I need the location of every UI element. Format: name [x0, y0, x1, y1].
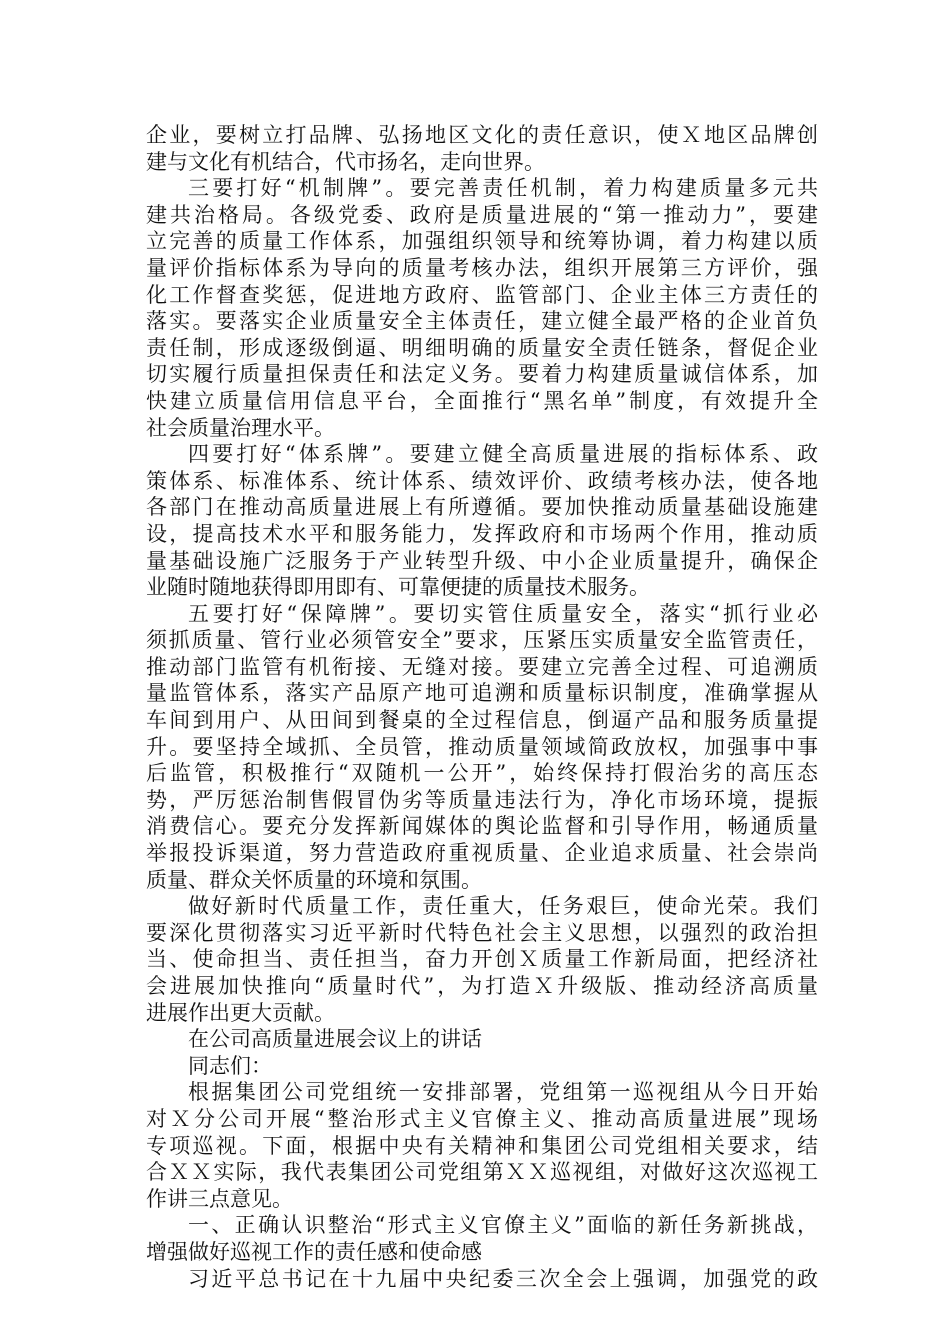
text-line: 势，严厉惩治制售假冒伪劣等质量违法行为，净化市场环境，提振 — [146, 787, 818, 812]
text-line: 建共治格局。各级党委、政府是质量进展的“第一推动力”，要建 — [146, 202, 818, 227]
text-line: 当、使命担当、责任担当，奋力开创Ｘ质量工作新局面，把经济社 — [146, 947, 818, 972]
text-line: 量基础设施广泛服务于产业转型升级、中小企业质量提升，确保企 — [146, 548, 818, 573]
text-line: 切实履行质量担保责任和法定义务。要着力构建质量诚信体系，加 — [146, 362, 818, 387]
text-line: 增强做好巡视工作的责任感和使命感 — [146, 1239, 482, 1264]
text-line: 设，提高技术水平和服务能力，发挥政府和市场两个作用，推动质 — [146, 521, 818, 546]
text-line: 量评价指标体系为导向的质量考核办法，组织开展第三方评价，强 — [146, 255, 818, 280]
text-line: 合ＸＸ实际，我代表集团公司党组第ＸＸ巡视组，对做好这次巡视工 — [146, 1160, 818, 1185]
text-line: 责任制，形成逐级倒逼、明细明确的质量安全责任链条，督促企业 — [146, 335, 818, 360]
text-line: 企业，要树立打品牌、弘扬地区文化的责任意识，使Ｘ地区品牌创 — [146, 123, 818, 147]
text-line: 五要打好“保障牌”。要切实管住质量安全，落实“抓行业必 — [188, 601, 818, 626]
text-line: 社会质量治理水平。 — [146, 415, 335, 440]
document-body — [146, 122, 818, 1292]
text-line: 升。要坚持全域抓、全员管，推动质量领域简政放权，加强事中事 — [146, 734, 818, 759]
text-line: 对Ｘ分公司开展“整治形式主义官僚主义、推动高质量进展”现场 — [146, 1106, 818, 1131]
text-line: 专项巡视。下面，根据中央有关精神和集团公司党组相关要求，结 — [146, 1133, 818, 1158]
text-line: 会进展加快推向“质量时代”，为打造Ｘ升级版、推动经济高质量 — [146, 974, 818, 998]
text-line: 一、正确认识整治“形式主义官僚主义”面临的新任务新挑战， — [188, 1213, 818, 1238]
text-line: 后监管，积极推行“双随机一公开”，始终保持打假治劣的高压态 — [146, 761, 818, 786]
text-line: 做好新时代质量工作，责任重大，任务艰巨，使命光荣。我们 — [188, 894, 818, 919]
text-line: 快建立质量信用信息平台，全面推行“黑名单”制度，有效提升全 — [146, 388, 818, 413]
text-line: 要深化贯彻落实习近平新时代特色社会主义思想，以强烈的政治担 — [146, 920, 818, 945]
text-line: 建与文化有机结合，代市扬名，走向世界。 — [146, 149, 545, 174]
text-line: 业随时随地获得即用即有、可靠便捷的质量技术服务。 — [146, 575, 650, 600]
text-line: 举报投诉渠道，努力营造政府重视质量、企业追求质量、社会崇尚 — [146, 841, 818, 866]
text-line: 消费信心。要充分发挥新闻媒体的舆论监督和引导作用，畅通质量 — [146, 814, 818, 839]
text-line: 质量、群众关怀质量的环境和氛围。 — [146, 867, 482, 892]
text-line: 须抓质量、管行业必须管安全”要求，压紧压实质量安全监管责任， — [146, 628, 818, 653]
text-line: 化工作督查奖惩，促进地方政府、监管部门、企业主体三方责任的 — [146, 282, 818, 307]
text-line: 立完善的质量工作体系，加强组织领导和统筹协调，着力构建以质 — [146, 229, 818, 254]
text-line: 根据集团公司党组统一安排部署，党组第一巡视组从今日开始 — [188, 1080, 818, 1105]
text-line: 各部门在推动高质量进展上有所遵循。要加快推动质量基础设施建 — [146, 495, 818, 520]
text-line: 习近平总书记在十九届中央纪委三次全会上强调，加强党的政 — [188, 1266, 818, 1291]
text-line: 落实。要落实企业质量安全主体责任，建立健全最严格的企业首负 — [146, 309, 818, 334]
text-line: 同志们： — [188, 1053, 272, 1078]
text-line: 作讲三点意见。 — [146, 1186, 293, 1211]
text-line: 量监管体系，落实产品原产地可追溯和质量标识制度，准确掌握从 — [146, 681, 818, 706]
text-line: 推动部门监管有机衔接、无缝对接。要建立完善全过程、可追溯质 — [146, 654, 818, 679]
text-line: 进展作出更大贡献。 — [146, 1000, 335, 1025]
text-line: 策体系、标准体系、统计体系、绩效评价、政绩考核办法，使各地 — [146, 468, 818, 493]
text-line: 车间到用户、从田间到餐桌的全过程信息，倒逼产品和服务质量提 — [146, 708, 818, 733]
text-line: 在公司高质量进展会议上的讲话 — [188, 1027, 482, 1052]
text-line: 三要打好“机制牌”。要完善责任机制，着力构建质量多元共 — [188, 176, 818, 201]
text-line: 四要打好“体系牌”。要建立健全高质量进展的指标体系、政 — [188, 442, 818, 467]
